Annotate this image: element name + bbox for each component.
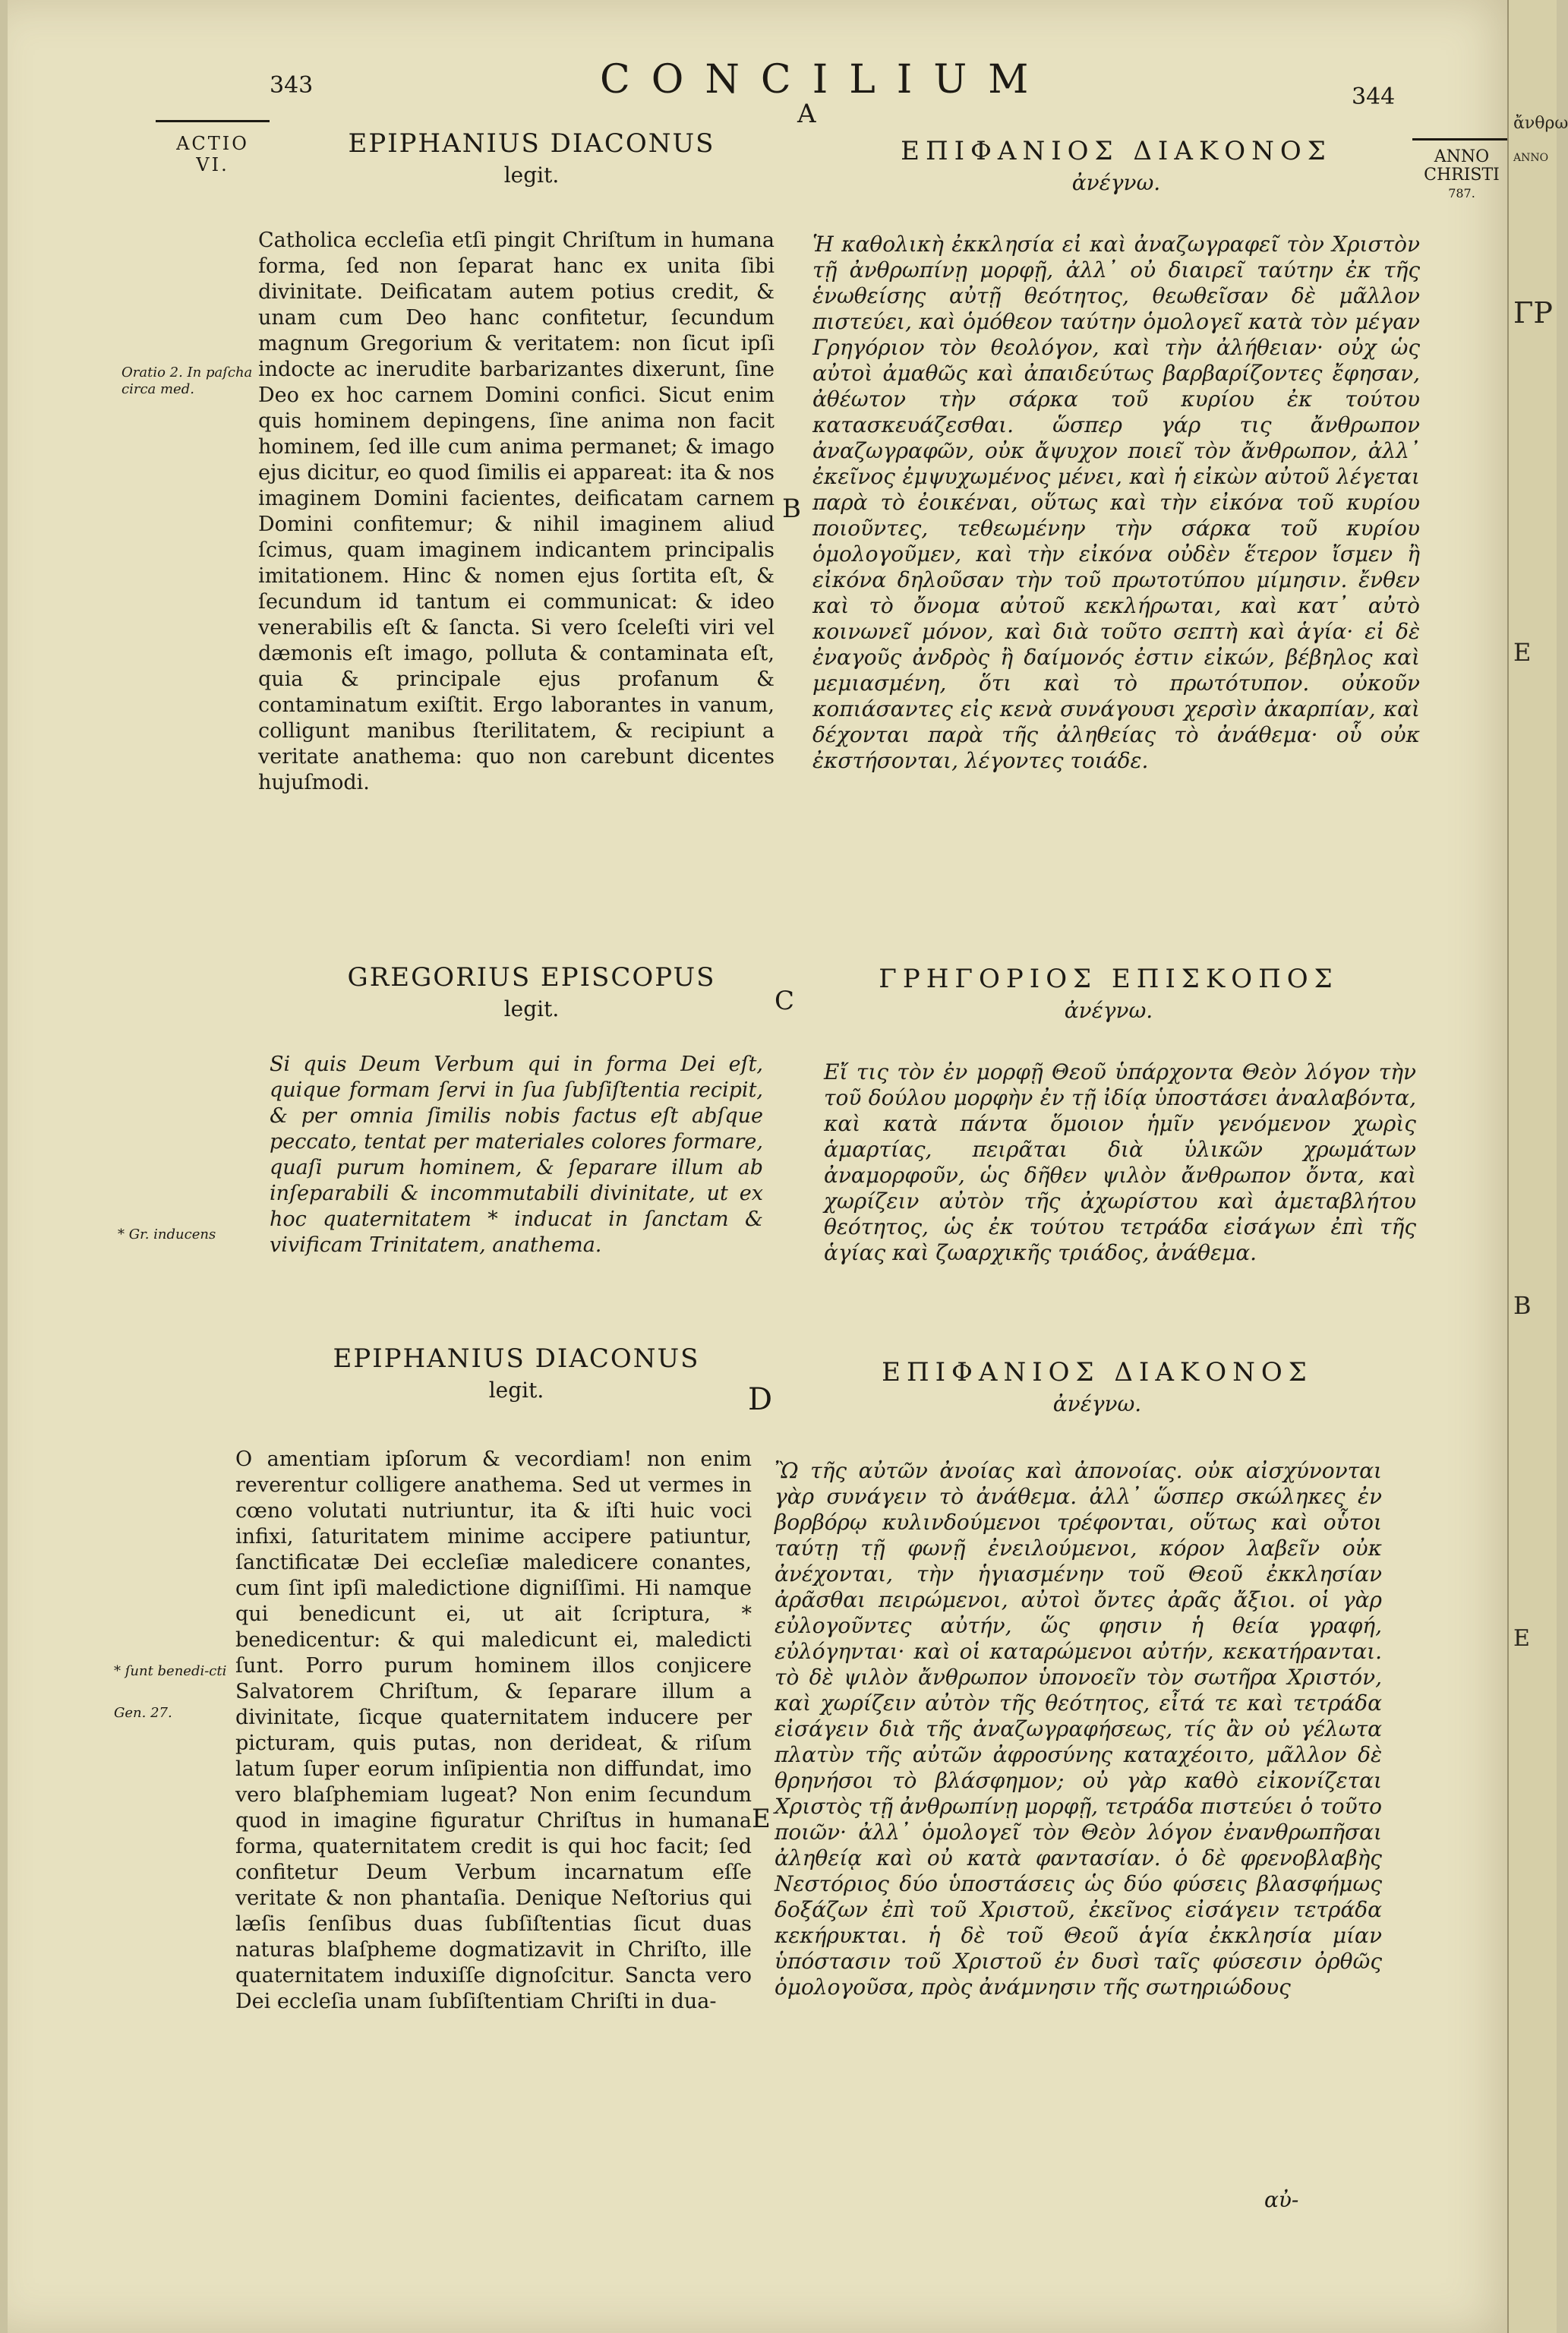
latin-heading-3: [266, 1344, 767, 1405]
section-letter-a: A: [797, 99, 816, 129]
latin-heading-1: [296, 129, 767, 190]
greek-heading-1-sub: ἀνέγνω.: [1071, 170, 1161, 195]
margin-note-sunt-benedicti: * ſunt benedi-cti: [114, 1663, 227, 1679]
latin-heading-3-title: EPIPHANIUS DIACONUS: [333, 1343, 700, 1374]
greek-heading-2-sub: ἀνέγνω.: [1064, 998, 1153, 1023]
actio-label: [159, 133, 266, 175]
section-letter-b: B: [782, 494, 801, 524]
latin-heading-1-sub: legit.: [503, 163, 560, 188]
greek-text-2: Εἴ τις τὸν ἐν μορφῇ Θεοῦ ὑπάρχοντα Θεὸν λόγον τὴν τοῦ δούλου μορφὴν ἐν τῇ ἰδίᾳ ὑποστάσει ἀναλαβόντα, καὶ κατὰ πάντα ὅμοιον ἡμῖν γενόμενον χωρὶς ἁμαρτίας, πειρᾶται διὰ ὑλικῶν χρωμάτων ἀναμορφοῦν, ὡς δῆθεν ψιλὸν ἄνθρωπον ὄντα, καὶ χωρίζειν αὐτὸν τῆς ἀχωρίστου καὶ ἀμεταβλήτου θεότητος, ὡς ἐκ τούτου τετράδα εἰσάγων ἐπὶ τῆς ἁγίας καὶ ζωαρχικῆς τριάδος, ἀνάθεμα.: [824, 1059, 1416, 1265]
greek-heading-2-title: ΓΡΗΓΟΡΙΟΣ ΕΠΙΣΚΟΠΟΣ: [879, 964, 1339, 994]
running-title: CONCILIUM: [600, 57, 1050, 103]
actio-number: VI.: [196, 154, 229, 175]
actio-text: ACTIO: [176, 133, 249, 154]
latin-text-3: O amentiam ipſorum & vecordiam! non enim reverentur colligere anathema. Sed ut vermes in cœno volutati nutriuntur, ita & iſti huic voci infixi, ſaturitatem minime accipere patiuntur, ſanctificatæ Dei eccleſiæ maledicere conantes, cum ſint ipſi maledictione digniſſimi. Hi namque qui benedicunt ei, ut ait ſcriptura, * benedicentur: & qui maledicunt ei, maledicti ſunt. Porro purum hominem illos conjicere Salvatorem Chriſtum, & ſeparare illum a divinitate, ſicque quaternitatem inducere per picturam, quis putas, non derideat, & riſum latum ſuper eorum inſipientia non diffundat, imo vero blaſphemiam lugeat? Non enim ſecundum quod in imagine figuratur Chriſtus in humana forma, quaternitatem credit is qui hoc facit; ſed confitetur Deum Verbum incarnatum eſſe veritate & non phantaſia. Denique Neſtorius qui læſis ſenſibus duas ſubſiſtentias ſicut duas naturas blaſpheme dogmatizavit in Chriſto, ille quaternitatem induxiſſe dignoſcitur. Sancta vero Dei eccleſia unam ſubſiſtentiam Chriſti in dua-: [235, 1447, 752, 2013]
anno-text: ANNO: [1434, 147, 1490, 166]
anno-rule: [1412, 138, 1511, 140]
section-letter-c: C: [775, 986, 795, 1016]
greek-text-3: Ὢ τῆς αὐτῶν ἀνοίας καὶ ἀπονοίας. οὐκ αἰσχύνονται γὰρ συνάγειν τὸ ἀνάθεμα. ἀλλ᾽ ὥσπερ σκώληκες ἐν βορβόρῳ κυλινδούμενοι τρέφονται, οὕτως καὶ οὗτοι ταύτῃ τῇ φωνῇ ἐνειλούμενοι, κόρον λαβεῖν οὐκ ἀνέχονται, τὴν ἡγιασμένην τοῦ Θεοῦ ἐκκλησίαν ἀρᾶσθαι πειρώμενοι, αὐτοὶ ὄντες ἀρᾶς ἄξιοι. οἱ γὰρ εὐλογοῦντες αὐτήν, ὥς φησιν ἡ θεία γραφή, εὐλόγηνται· καὶ οἱ καταρώμενοι αὐτήν, κεκατήρανται. τὸ δὲ ψιλὸν ἄνθρωπον ὑπονοεῖν τὸν σωτῆρα Χριστόν, καὶ χωρίζειν αὐτὸν τῆς θεότητος, εἶτά τε καὶ τετράδα εἰσάγειν διὰ τῆς ἀναζωγραφήσεως, τίς ἂν οὐ γέλωτα πλατὺν τῆς αὐτῶν ἀφροσύνης καταχέοιτο, μᾶλλον δὲ θρηνήσοι τὸ βλάσφημον; οὐ γὰρ καθὸ εἰκονίζεται Χριστὸς τῇ ἀνθρωπίνῃ μορφῇ, τετράδα πιστεύει ὁ τοῦτο ποιῶν· ἀλλ᾽ ὁμολογεῖ τὸν Θεὸν λόγον ἐνανθρωπῆσαι ἀληθείᾳ καὶ οὐ κατὰ φαντασίαν. ὁ δὲ φρενοβλαβὴς Νεστόριος δύο ὑποστάσεις ὡς δύο φύσεις βλασφήμως δοξάζων ἐπὶ τοῦ Χριστοῦ, ἐκεῖνος εἰσάγειν τετράδα κεκήρυκται. ἡ δὲ τοῦ Θεοῦ ἁγία ἐκκλησία μίαν ὑπόστασιν τοῦ Χριστοῦ ἐν δυσὶ ταῖς φύσεσιν ὀρθῶς ὁμολογοῦσα, πρὸς ἀνάμνησιν τῆς σωτηριώδους: [775, 1458, 1382, 2000]
latin-text-1: Catholica eccleſia etſi pingit Chriſtum in humana forma, ſed non ſeparat hanc ex unita ſibi divinitate. Deificatam autem potius credit, & unam cum Deo hanc confitetur, ſecundum magnum Gregorium & veritatem: non ſicut ipſi indocte ac inerudite barbarizantes dixerunt, ſine Deo ex hoc carnem Domini confici. Sicut enim quis hominem depingens, ſine anima non facit hominem, ſed ille cum anima permanet; & imago ejus dicitur, eo quod ſimilis ei appareat: ita & nos imaginem Domini facientes, deificatam carnem Domini confitemur; & nihil imaginem aliud ſcimus, quam imaginem indicantem principalis imitationem. Hinc & nomen ejus ſortita eſt, & ſecundum id tantum ei communicat: & ideo venerabilis eſt & ſancta. Si vero ſceleſti viri vel dæmonis eſt imago, polluta & contaminata eſt, quia & principale ejus profanum & contaminatum exiſtit. Ergo laborantes in vanum, colligunt manibus ſterilitatem, & recipiunt a veritate anathema: quo non carebunt dicentes hujuſmodi.: [258, 229, 775, 794]
bleed-text-6: Β: [1513, 1291, 1532, 1320]
bleed-text-3: ΓΡ: [1513, 296, 1553, 330]
anno-label: [1409, 148, 1515, 203]
book-page: [8, 0, 1519, 2333]
page-number-right: 344: [1352, 84, 1396, 110]
section-letter-e: E: [752, 1804, 771, 1834]
page-number-left: 343: [270, 72, 314, 99]
greek-text-1: Ἡ καθολικὴ ἐκκλησία εἰ καὶ ἀναζωγραφεῖ τὸν Χριστὸν τῇ ἀνθρωπίνῃ μορφῇ, ἀλλ᾽ οὐ διαιρεῖ ταύτην ἐκ τῆς ἑνωθείσης αὐτῇ θεότητος, θεωθεῖσαν δὲ μᾶλλον πιστεύει, καὶ ὁμόθεον ταύτην ὁμολογεῖ κατὰ τὸν μέγαν Γρηγόριον τὸν θεολόγον, καὶ τὴν ἀλήθειαν· οὐχ ὡς αὐτοὶ ἀμαθῶς καὶ ἀπαιδεύτως βαρβαρίζοντες ἔφησαν, ἀθέωτον τὴν σάρκα τοῦ κυρίου ἐκ τούτου κατασκευάζεσθαι. ὥσπερ γάρ τις ἄνθρωπον ἀναζωγραφῶν, οὐκ ἄψυχον ποιεῖ τὸν ἄνθρωπον, ἀλλ᾽ ἐκεῖνος ἐμψυχωμένος μένει, καὶ ἡ εἰκὼν αὐτοῦ λέγεται παρὰ τὸ ἐοικέναι, οὕτως καὶ τὴν εἰκόνα τοῦ κυρίου ποιοῦντες, τεθεωμένην τὴν σάρκα τοῦ κυρίου ὁμολογοῦμεν, καὶ τὴν εἰκόνα οὐδὲν ἕτερον ἴσμεν ἢ εἰκόνα δηλοῦσαν τὴν τοῦ πρωτοτύπου μίμησιν. ἔνθεν καὶ τὸ ὄνομα αὐτοῦ κεκλήρωται, καὶ κατ᾽ αὐτὸ κοινωνεῖ μόνον, καὶ διὰ τοῦτο σεπτὴ καὶ ἁγία· εἰ δὲ ἐναγοῦς ἀνδρὸς ἢ δαίμονός ἐστιν εἰκών, βέβηλος καὶ μεμιασμένη, ὅτι καὶ τὸ πρωτότυπον. οὐκοῦν κοπιάσαντες εἰς κενὰ συνάγουσι χερσὶν ἀκαρπίαν, καὶ δέχονται παρὰ τῆς ἀληθείας τὸ ἀνάθεμα· οὗ οὐκ ἐκστήσονται, λέγοντες τοιάδε.: [812, 232, 1420, 773]
bleed-text-2: ΑΝΝΟ: [1513, 152, 1549, 164]
greek-heading-2: [805, 964, 1412, 1025]
greek-heading-3-title: ΕΠΙΦΑΝΙΟΣ ΔΙΑΚΟΝΟΣ: [882, 1357, 1313, 1387]
bleed-text-5: Ε: [1513, 1625, 1530, 1652]
greek-heading-1-title: ΕΠΙΦΑΝΙΟΣ ΔΙΑΚΟΝΟΣ: [901, 136, 1332, 166]
latin-heading-1-title: EPIPHANIUS DIACONUS: [348, 128, 715, 159]
latin-heading-2-sub: legit.: [503, 996, 560, 1021]
margin-note-oratio: Oratio 2. In paſcha circa med.: [121, 365, 253, 397]
latin-heading-2: [281, 963, 782, 1024]
section-letter-d: D: [748, 1382, 773, 1417]
next-page-edge: [1507, 0, 1568, 2333]
latin-heading-2-title: GREGORIUS EPISCOPUS: [347, 962, 716, 993]
margin-note-gen: Gen. 27.: [114, 1705, 172, 1721]
actio-rule: [156, 120, 270, 122]
greek-catchword: αὐ-: [1264, 2187, 1299, 2212]
greek-heading-1: [812, 137, 1420, 197]
year-text: 787.: [1448, 186, 1475, 200]
latin-heading-3-sub: legit.: [488, 1378, 544, 1403]
bleed-text-4: Ε: [1513, 638, 1532, 667]
greek-heading-3: [790, 1358, 1405, 1419]
latin-text-2: Si quis Deum Verbum qui in forma Dei eſt, quique formam ſervi in ſua ſubſiſtentia recipit, & per omnia ſimilis nobis factus eſt abſque peccato, tentat per materiales colores formare, quaſi purum hominem, & ſeparare illum ab inſeparabili & incommutabili divinitate, ut ex hoc quaternitatem * inducat in ſanctam & vivificam Trinitatem, anathema.: [270, 1053, 763, 1257]
christi-text: CHRISTI: [1424, 166, 1500, 185]
greek-heading-3-sub: ἀνέγνω.: [1052, 1391, 1142, 1416]
bleed-text-1: ἄνθρω: [1513, 114, 1568, 133]
margin-note-gr-inducens: * Gr. inducens: [118, 1226, 216, 1242]
